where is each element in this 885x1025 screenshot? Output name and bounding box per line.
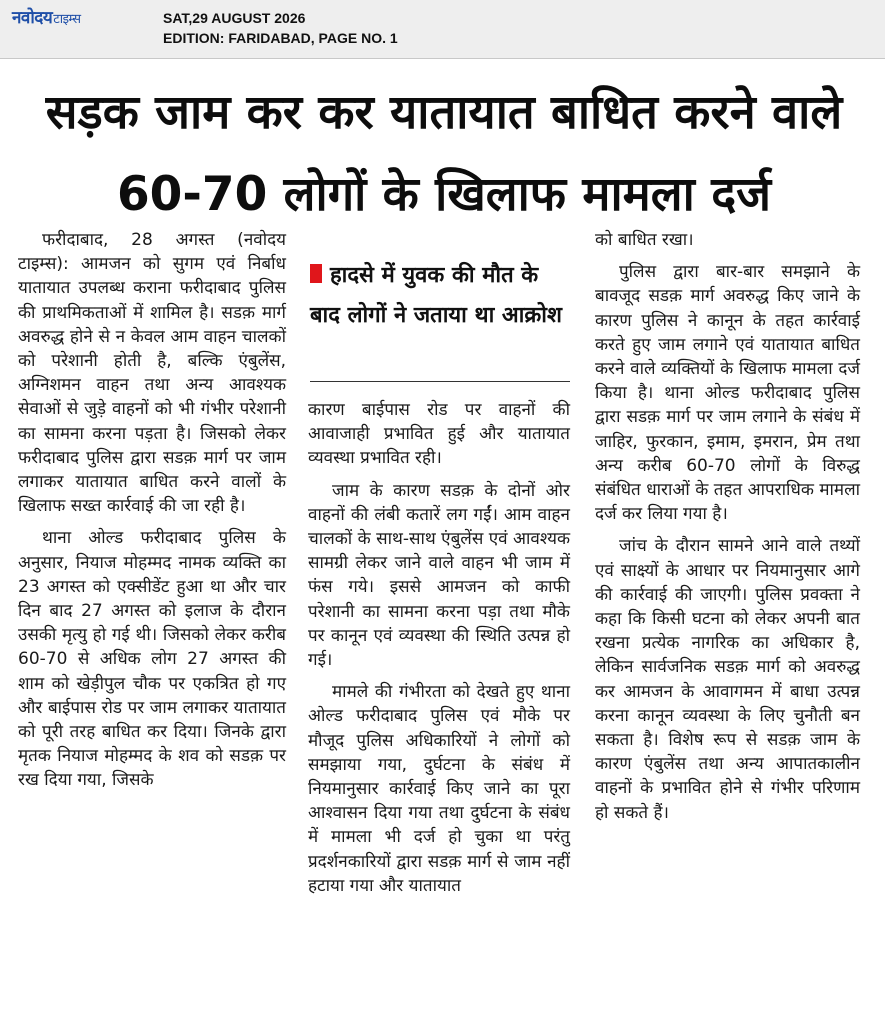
article-column-3 xyxy=(595,228,860,833)
paragraph: फरीदाबाद, 28 अगस्त (नवोदय टाइम्स): आमजन को सुगम एवं निर्बाध यातायात उपलब्ध कराना फरीदाबाद पुलिस की प्राथमिकताओं में शामिल है। सडक़ मार्ग अवरुद्ध होने से न केवल आम वाहन चालकों को परेशानी होती है, बल्कि एंबुलेंस, अग्निशमन वाहन तथा अन्य आवश्यक सेवाओं से जुड़े वाहनों को भी गंभीर परेशानी का सामना करना पड़ता है। जिसको लेकर फरीदाबाद पुलिस द्वारा सडक़ मार्ग पर जाम लगाकर यातायात बाधित करने वालों के खिलाफ सख्त कार्रवाई की जा रही है। xyxy=(18,230,286,517)
paragraph: पुलिस द्वारा बार-बार समझाने के बावजूद सडक़ मार्ग अवरुद्ध किए जाने के कारण पुलिस ने कानून के तहत कार्रवाई करते हुए जाम लगाने एवं यातायात बाधित करने वाले व्यक्तियों के खिलाफ मामला दर्ज किया है। थाना ओल्ड फरीदाबाद पुलिस द्वारा सडक़ मार्ग पर जाम लगाने के संबंध में जाहिर, फुरकान, इमाम, इमरान, प्रेम तथा अन्य करीब 60-70 लोगों के विरुद्ध संबंधित धाराओं के तहत आपराधिक मामला दर्ज कर लिया गया है। xyxy=(595,262,860,525)
article-headline: सड़क जाम कर कर यातायात बाधित करने वाले 60-70 लोगों के खिलाफ मामला दर्ज xyxy=(45,85,843,222)
paragraph: मामले की गंभीरता को देखते हुए थाना ओल्ड फरीदाबाद पुलिस एवं मौके पर मौजूद पुलिस अधिकारियों ने लोगों को समझाया गया, दुर्घटना के संबंध में नियमानुसार कार्रवाई किए जाने का पूरा आश्वासन दिया गया तथा दुर्घटना के संबंध में मामला भी दर्ज हो चुका था परंतु प्रदर्शनकारियों द्वारा सडक़ मार्ग से जाम नहीं हटाया गया और यातायात xyxy=(308,682,570,896)
paragraph: जाम के कारण सडक़ के दोनों ओर वाहनों की लंबी कतारें लग गईं। आम वाहन चालकों के साथ-साथ एंबुलेंस एवं आवश्यक सामग्री लेकर जाने वाले वाहन भी जाम में फंस गये। इससे आमजन को काफी परेशानी का सामना करना पड़ा तथा मौके पर कानून एवं व्यवस्था की स्थिति उत्पन्न हो गई। xyxy=(308,480,570,671)
masthead-bar xyxy=(0,0,885,59)
logo-main-text: नवोदय xyxy=(12,8,53,28)
newspaper-logo xyxy=(12,8,81,30)
article-subheading xyxy=(310,256,572,336)
subheading-divider xyxy=(310,381,570,382)
issue-date: SAT,29 AUGUST 2026 xyxy=(163,10,306,26)
article-column-2 xyxy=(308,398,570,906)
edition-info xyxy=(163,8,398,48)
paragraph: को बाधित रखा। xyxy=(595,230,694,250)
paragraph: जांच के दौरान सामने आने वाले तथ्यों एवं साक्ष्यों के आधार पर नियमानुसार आगे की कार्रवाई की जाएगी। पुलिस प्रवक्ता ने कहा कि किसी घटना को लेकर अपनी बात रखना प्रत्येक नागरिक का अधिकार है, लेकिन सार्वजनिक सडक़ मार्ग को अवरुद्ध कर आमजन के आवागमन में बाधा उत्पन्न करना कानून व्यवस्था के लिए चुनौती बन सकता है। विशेष रूप से सडक़ जाम के कारण एंबुलेंस तथा अन्य आपातकालीन वाहनों के प्रभावित होने से गंभीर परिणाम हो सकते हैं। xyxy=(595,536,860,823)
logo-sub-text: टाइम्स xyxy=(53,12,81,27)
edition-page: EDITION: FARIDABAD, PAGE NO. 1 xyxy=(163,30,398,46)
paragraph: थाना ओल्ड फरीदाबाद पुलिस के अनुसार, नियाज मोहम्मद नामक व्यक्ति का 23 अगस्त को एक्सीडेंट हुआ था और चार दिन बाद 27 अगस्त को इलाज के दौरान उसकी मृत्यु हो गई थी। जिसको लेकर करीब 60-70 से अधिक लोग 27 अगस्त की शाम को खेड़ीपुल चौक पर एकत्रित हो गए और बाईपास रोड पर जाम लगाकर यातायात को पूरी तरह बाधित कर दिया। जिनके द्वारा मृतक नियाज मोहम्मद के शव को सडक़ पर रख दिया गया, जिसके xyxy=(18,528,286,791)
article-column-1 xyxy=(18,228,286,801)
paragraph: कारण बाईपास रोड पर वाहनों की आवाजाही प्रभावित हुई और यातायात व्यवस्था प्रभावित रही। xyxy=(308,400,570,469)
subheading-text: हादसे में युवक की मौत के बाद लोगों ने जताया था आक्रोश xyxy=(310,263,562,328)
red-square-marker xyxy=(310,264,322,283)
